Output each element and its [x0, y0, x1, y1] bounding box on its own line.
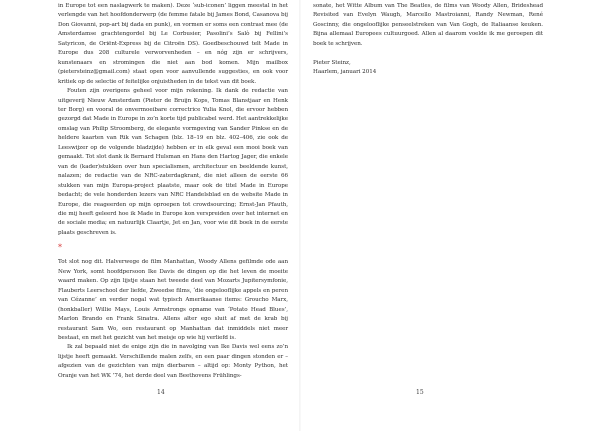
left-page-text — [58, 2, 288, 381]
place-date: Haarlem, januari 2014 — [313, 69, 377, 76]
page-number-right: 15 — [416, 389, 424, 396]
paragraph: Fouten zijn overigens geheel voor mijn rekening. Ik dank de redactie van uitgeverij Nieuw Amsterdam (Pieter de Bruijn Kops, Tomas Blanstjaar en Henk ter Borg) en vooral de onvermoeibare correctrice Yulia Knol, die ervoor hebben gezorgd dat Made in Europe in zo’n korte tijd publicabel werd. Het aantrekkelijke omslag van Philip Stroomberg, de elegante vormgeving van Sander Pinkse en de heldere kaarten van Rik van Schagen (blz. 18–19 en blz. 402–406, zie ook de Leeswijzer op de volgende bladzijde) hebben er in elk geval een mooi boek van gemaakt. Tot slot dank ik Bernard Hulsman en Hans den Hartog Jager, die enkele van de (kader)stukken over hun specialismen, architectuur en beeldende kunst, nalazen; de redactie van de NRC-zaterdagkrant, die niet alleen de eerste 66 stukken van mijn Europa-project plaatste, maar ook de titel Made in Europe bedacht; de vele honderden lezers van NRC Handelsblad en de website Made in Europe, die reageerden op mijn oproepen tot crowdsourcing; Ernst-Jan Pfauth, die mij heeft geleerd hoe ik Made in Europe kon verspreiden over het internet en de sociale media; en natuurlijk Claartje, Jet en Jan, voor wie dit boek in de eerste plaats geschreven is. — [58, 88, 288, 236]
paragraph: in Europe tot een naslagwerk te maken). Deze ‘sub-iconen’ liggen meestal in het verlengde van het hoofdonderwerp (de femme fatale bij James Bond, Casanova bij Don Giovanni, pop-art bij dada en punk), en vormen er soms een contrast mee (de Amsterdamse grachtengordel bij Le Corbusier, Pasolini’s Salò bij Fellini’s Satyricon, de Oriënt-Express bij de Citroën DS). Goedbeschouwd telt Made in Europe dus 208 culturele verworvenheden – en nóg zijn er schrijvers, kunstenaars en stromingen die niet aan bod komen. Mijn mailbox (pietersteinz@gmail.com) staat open voor aanvullende suggesties, en ook voor kritiek op de selectie of feitelijke onjuistheden in de tekst van dit boek. — [58, 3, 288, 85]
left-page — [0, 0, 299, 431]
right-page-text — [313, 2, 543, 78]
page-number-left: 14 — [157, 389, 165, 396]
paragraph: sonate, het Witte Album van The Beatles, de films van Woody Allen, Brideshead Revisited van Evelyn Waugh, Marcello Mastroianni, Randy Newman, René Goscinny, die ongelooflijke penseelstreken van Van Gogh, de Italiaanse keuken. Bijna allemaal Europees cultuurgoed. Allen al daarom voelde ik me geroepen dit boek te schrijven. — [313, 3, 543, 47]
author-name: Pieter Steinz, — [313, 59, 351, 66]
signature-block — [313, 59, 543, 78]
paragraph: Ik zal bepaald niet de enige zijn die in navolging van Ike Davis wel eens zo’n lijstje heeft gemaakt. Verschillende malen zelfs, en een paar dingen stonden er – afgezien van de gezichten van mijn dierbaren – altijd op: Monty Python, het Oranje van het WK ’74, het derde deel van Beethovens Frühlings- — [58, 344, 288, 379]
paragraph: Tot slot nog dit. Halverwege de film Manhattan, Woody Allens gefilmde ode aan New York, somt hoofdpersoon Ike Davis de dingen op die het leven de moeite waard maken. Op zijn lijstje staan het tweede deel van Mozarts Jupitersymfonie, Flauberts Leerschool der liefde, Zweedse films, ‘die ongelooflijke appels en peren van Cézanne’ en verder nogal wat typisch Amerikaanse items: Groucho Marx, (honkballer) Willie Mays, Louis Armstrongs opname van ‘Potato Head Blues’, Marlon Brando en Frank Sinatra. Allens alter ego sluit af met de krab bij restaurant Sam Wo, een restaurant op Manhattan dat inmiddels niet meer bestaat, en met het gezicht van het meisje op wie hij verliefd is. — [58, 259, 288, 341]
section-break-asterisk: * — [58, 243, 62, 253]
right-page — [301, 0, 600, 431]
